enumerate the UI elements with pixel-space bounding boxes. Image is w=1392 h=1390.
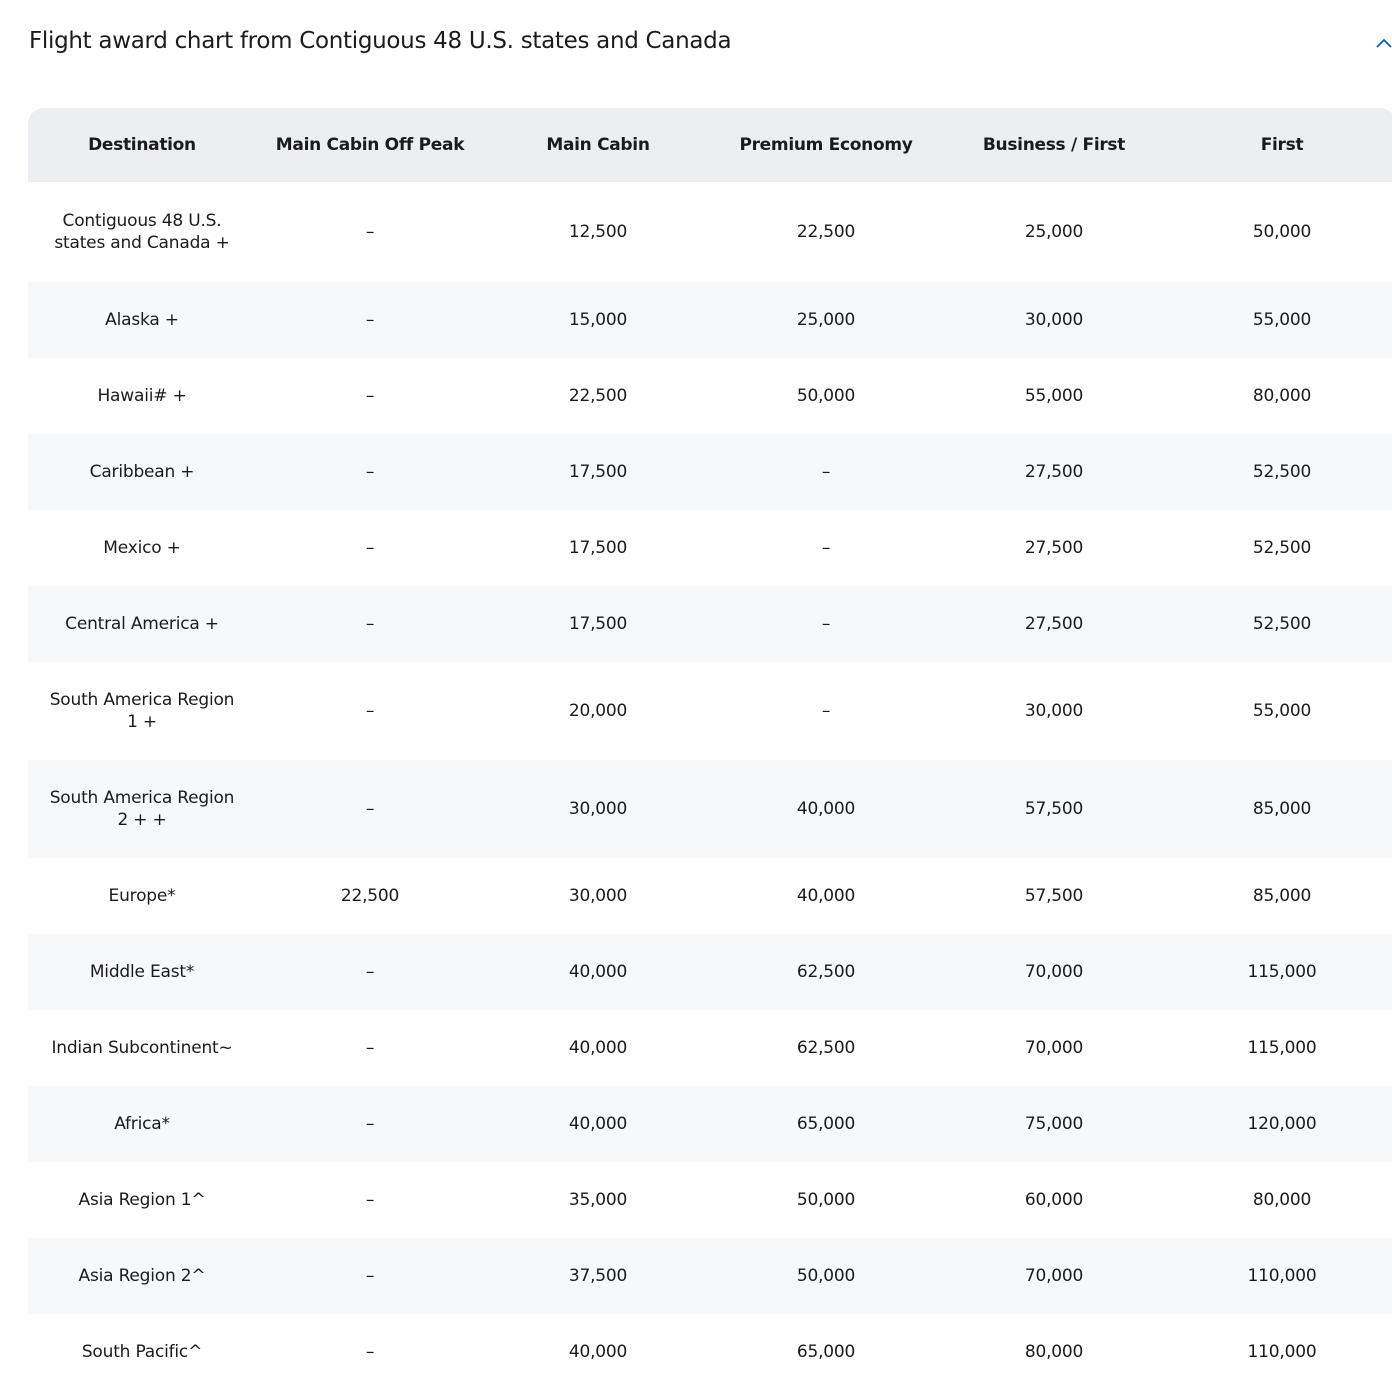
cell-main-cabin: 35,000: [568, 1190, 628, 1210]
cell-business-first: 55,000: [1024, 386, 1084, 406]
cell-main-cabin: 40,000: [568, 1342, 628, 1362]
table-row: [28, 586, 1392, 662]
cell-business-first: 30,000: [1024, 701, 1084, 721]
cell-main-cabin: 40,000: [484, 1086, 712, 1162]
column-header-business-first: Business / First: [940, 108, 1168, 182]
table-row: [28, 1314, 1392, 1390]
award-chart-table: [28, 108, 1392, 1390]
cell-premium-economy: –: [821, 701, 831, 721]
cell-main-cabin: 30,000: [484, 760, 712, 858]
table-row: [28, 1086, 1392, 1162]
table-row: [28, 358, 1392, 434]
cell-first: 85,000: [1168, 760, 1392, 858]
cell-premium-economy: 62,500: [796, 1038, 856, 1058]
table-row: [28, 282, 1392, 358]
cell-business-first: 70,000: [1024, 1038, 1084, 1058]
column-header-premium-economy: Premium Economy: [712, 108, 940, 182]
cell-main-cabin-off-peak: –: [256, 1238, 484, 1314]
cell-business-first: 25,000: [1024, 222, 1084, 242]
cell-main-cabin-off-peak: –: [256, 934, 484, 1010]
cell-business-first: 27,500: [940, 434, 1168, 510]
cell-destination: South Pacific^: [81, 1342, 203, 1362]
table-header-row: [28, 108, 1392, 182]
cell-first: 55,000: [1252, 701, 1312, 721]
cell-first: 80,000: [1252, 386, 1312, 406]
cell-destination: Caribbean +: [28, 434, 256, 510]
cell-destination: South America Region 1 +: [49, 690, 235, 732]
column-header-main-cabin-off-peak: Main Cabin Off Peak: [256, 108, 484, 182]
table-row: [28, 1162, 1392, 1238]
cell-business-first: 60,000: [1024, 1190, 1084, 1210]
cell-premium-economy: 50,000: [712, 1238, 940, 1314]
table-row: [28, 1010, 1392, 1086]
cell-main-cabin-off-peak: –: [365, 538, 375, 558]
cell-destination: Asia Region 2^: [28, 1238, 256, 1314]
cell-first: 110,000: [1247, 1342, 1317, 1362]
cell-destination: South America Region 2 + +: [28, 760, 256, 858]
cell-premium-economy: 40,000: [712, 760, 940, 858]
cell-main-cabin-off-peak: –: [365, 222, 375, 242]
cell-premium-economy: 50,000: [796, 1190, 856, 1210]
cell-main-cabin-off-peak: –: [365, 1038, 375, 1058]
cell-main-cabin: 17,500: [484, 434, 712, 510]
cell-business-first: 80,000: [1024, 1342, 1084, 1362]
cell-main-cabin: 22,500: [568, 386, 628, 406]
cell-main-cabin: 15,000: [484, 282, 712, 358]
cell-business-first: 27,500: [940, 586, 1168, 662]
cell-premium-economy: –: [712, 434, 940, 510]
table-row: [28, 1238, 1392, 1314]
table-row: [28, 182, 1392, 282]
cell-business-first: 70,000: [940, 934, 1168, 1010]
table-row: [28, 662, 1392, 760]
cell-first: 110,000: [1168, 1238, 1392, 1314]
cell-first: 52,500: [1168, 586, 1392, 662]
cell-main-cabin: 12,500: [568, 222, 628, 242]
cell-main-cabin: 40,000: [568, 1038, 628, 1058]
chevron-up-icon[interactable]: [1374, 34, 1392, 54]
cell-first: 85,000: [1252, 886, 1312, 906]
cell-first: 55,000: [1168, 282, 1392, 358]
cell-main-cabin-off-peak: –: [365, 1190, 375, 1210]
cell-main-cabin: 17,500: [484, 586, 712, 662]
cell-premium-economy: 50,000: [796, 386, 856, 406]
cell-main-cabin-off-peak: 22,500: [340, 886, 400, 906]
cell-business-first: 30,000: [940, 282, 1168, 358]
column-header-main-cabin: Main Cabin: [484, 108, 712, 182]
cell-destination: Hawaii# +: [97, 386, 187, 406]
cell-main-cabin-off-peak: –: [365, 386, 375, 406]
cell-destination: Middle East*: [28, 934, 256, 1010]
cell-destination: Europe*: [108, 886, 176, 906]
cell-main-cabin-off-peak: –: [256, 1086, 484, 1162]
cell-destination: Central America +: [28, 586, 256, 662]
cell-main-cabin: 40,000: [484, 934, 712, 1010]
cell-premium-economy: –: [821, 538, 831, 558]
cell-destination: Contiguous 48 U.S. states and Canada +: [54, 211, 230, 253]
cell-destination: Indian Subcontinent~: [51, 1038, 233, 1058]
column-header-first: First: [1168, 108, 1392, 182]
cell-main-cabin: 17,500: [568, 538, 628, 558]
cell-main-cabin: 37,500: [484, 1238, 712, 1314]
cell-main-cabin-off-peak: –: [256, 282, 484, 358]
cell-business-first: 27,500: [1024, 538, 1084, 558]
cell-business-first: 75,000: [940, 1086, 1168, 1162]
cell-premium-economy: 65,000: [712, 1086, 940, 1162]
cell-main-cabin: 30,000: [568, 886, 628, 906]
cell-main-cabin-off-peak: –: [256, 760, 484, 858]
cell-premium-economy: 22,500: [796, 222, 856, 242]
cell-first: 115,000: [1168, 934, 1392, 1010]
table-row: [28, 934, 1392, 1010]
cell-main-cabin-off-peak: –: [365, 1342, 375, 1362]
cell-premium-economy: 25,000: [712, 282, 940, 358]
section-title: Flight award chart from Contiguous 48 U.S. states and Canada: [29, 28, 732, 54]
cell-premium-economy: 62,500: [712, 934, 940, 1010]
table-row: [28, 434, 1392, 510]
table-row: [28, 760, 1392, 858]
cell-destination: Mexico +: [103, 538, 181, 558]
cell-first: 50,000: [1252, 222, 1312, 242]
cell-main-cabin-off-peak: –: [256, 434, 484, 510]
cell-first: 115,000: [1247, 1038, 1317, 1058]
cell-business-first: 57,500: [1024, 886, 1084, 906]
cell-destination: Alaska +: [28, 282, 256, 358]
cell-destination: Africa*: [28, 1086, 256, 1162]
cell-main-cabin: 20,000: [568, 701, 628, 721]
cell-first: 52,500: [1168, 434, 1392, 510]
table-row: [28, 858, 1392, 934]
table-row: [28, 510, 1392, 586]
cell-business-first: 57,500: [940, 760, 1168, 858]
cell-first: 80,000: [1252, 1190, 1312, 1210]
column-header-destination: Destination: [28, 108, 256, 182]
cell-business-first: 70,000: [940, 1238, 1168, 1314]
cell-premium-economy: –: [712, 586, 940, 662]
cell-premium-economy: 40,000: [796, 886, 856, 906]
cell-main-cabin-off-peak: –: [256, 586, 484, 662]
cell-main-cabin-off-peak: –: [365, 701, 375, 721]
cell-destination: Asia Region 1^: [78, 1190, 206, 1210]
cell-first: 120,000: [1168, 1086, 1392, 1162]
cell-first: 52,500: [1252, 538, 1312, 558]
cell-premium-economy: 65,000: [796, 1342, 856, 1362]
